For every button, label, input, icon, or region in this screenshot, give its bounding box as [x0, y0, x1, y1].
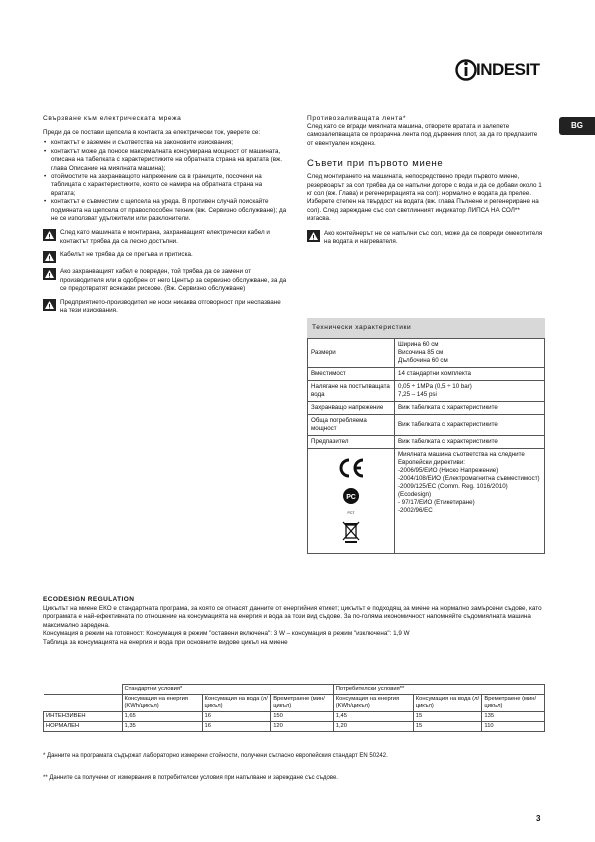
- warning-block: [43, 299, 288, 316]
- antiflood-text: След като се вгради миялната машина, отворете вратата и залепете самозалепващата се прозрачна лента под дървения плот, за да го предпазите от евентуален конденз.: [307, 123, 538, 147]
- tech-specs-title: Технически характеристики: [307, 318, 545, 338]
- first-wash-text: След монтирането на машината, непосредствено преди първото миене, резервоарът за сол трябва да се напълни догоре с вода и да се добави около 1 кг сол (вж. Глава) и регенерирацията на сол): нормално е водата да прелее. Изберете степен на твърдост на водата (вж. глава Пълнене и регенериране на сол). След зареждане със сол светлинният индикатор ЛИПСА НА СОЛ** изгасва.: [307, 173, 542, 223]
- table-cell: 1,65: [122, 712, 202, 722]
- warning-text: Ако захранващият кабел е повреден, той трябва да се замени от производителя или в одобрен от него Център за сервизно обслужване, за да се предотвратят всякакви рискове. (Вж. Сервизно обслужване): [60, 268, 287, 293]
- table-row: [44, 722, 545, 732]
- tech-specs-table: [307, 318, 545, 554]
- table-cell: 110: [482, 722, 545, 732]
- table-row: [308, 449, 545, 554]
- warning-block: [43, 251, 288, 263]
- table-cell: 16: [202, 712, 271, 722]
- warning-icon: [43, 268, 56, 280]
- list-item: • контактът е съвместим с щепсела на уреда. В противен случай поискайте подмяната на щепсела от правоспособен техник (вж. Сервизно обслужване); да не се използват удължители или разклонители.: [51, 198, 288, 223]
- section-title-first-wash: Съвети при първото миене: [307, 158, 444, 170]
- table-cell: Налягане на постъпващата вода: [308, 381, 395, 402]
- table-cell: 150: [271, 712, 334, 722]
- table-row: [308, 368, 545, 381]
- table-row: [308, 415, 545, 436]
- pct-code: PCT: [347, 511, 355, 515]
- table-header: Потребителски условия**: [333, 685, 544, 695]
- page-number: 3: [536, 814, 541, 823]
- table-header: Консумация на енергия (KWh/цикъл): [333, 695, 413, 712]
- table-row: [44, 685, 545, 695]
- ce-mark-icon: [336, 457, 366, 479]
- list-item: • контактът е заземен и съответства на законовите изисквания;: [51, 139, 288, 147]
- table-cell: 120: [271, 722, 334, 732]
- ecodesign-title: ECODESIGN REGULATION: [43, 596, 135, 603]
- footnote-standard: * Данните на програмата съдържат лабораторно измерени стойности, получени съгласно европейския стандарт EN 50242.: [43, 753, 388, 759]
- table-header: Консумация на вода (л/цикъл): [413, 695, 482, 712]
- warning-block: [307, 230, 545, 247]
- table-row: [308, 402, 545, 415]
- table-cell: 16: [202, 722, 271, 732]
- table-row: [308, 436, 545, 449]
- right-column: [307, 114, 545, 246]
- table-cell: 135: [482, 712, 545, 722]
- table-cell: 15: [413, 712, 482, 722]
- warning-block: [43, 268, 288, 293]
- warning-icon: [307, 230, 320, 242]
- ecodesign-section: [43, 596, 545, 647]
- warning-text: Предприятието-производител не носи никаква отговорност при неспазване на тези изисквания.: [60, 298, 281, 314]
- weee-bin-icon: [341, 519, 361, 543]
- list-item: • контактът може да поносе максималната консумирана мощност от машината, описана на табелката с характеристиките на обратната страна на вратата (вж. глава Описание на миялната машина);: [51, 148, 288, 173]
- table-cell: Виж табелката с характеристиките: [395, 415, 545, 436]
- warning-text: Ако контейнерът не се напълни със сол, може да се повреди омекотителя на водата и нагревателя.: [324, 229, 543, 246]
- electrical-checklist: [43, 139, 288, 223]
- electrical-intro: Преди да се постави щепсела в контакта за електрически ток, уверете се:: [43, 129, 261, 136]
- table-cell: Предпазител: [308, 436, 395, 449]
- list-item: • отоймостите на захранващото напрежение са в границите, посочени на таблицата с характеристиките, която се намира на обратната страна на вратата;: [51, 173, 288, 198]
- table-cell: Вместимост: [308, 368, 395, 381]
- table-cell: НОРМАЛЕН: [44, 722, 123, 732]
- ecodesign-standby: Консумация в режим на готовност: Консумация в режим "оставени включена": 3 W – консумация в режим "изключена": 1,9 W: [43, 630, 410, 638]
- warning-icon: [43, 251, 56, 263]
- table-cell: 0,05 ÷ 1MPa (0,5 ÷ 10 bar) 7,25 – 145 psi: [395, 381, 545, 402]
- svg-text:РС: РС: [346, 494, 356, 501]
- warning-icon: [43, 229, 56, 241]
- brand-logo-text: INDESIT: [476, 60, 540, 79]
- table-cell: 1,20: [333, 722, 413, 732]
- warning-text: След като машината е монтирана, захранващият електрически кабел и контактът трябва да са лесно достъпни.: [60, 229, 270, 245]
- warning-block: [43, 229, 288, 246]
- table-cell: Виж табелката с характеристиките: [395, 402, 545, 415]
- table-row: [308, 381, 545, 402]
- left-column: [43, 114, 288, 315]
- certification-marks: [308, 449, 395, 554]
- section-title-antiflood: Противозаливащата лента*: [307, 115, 407, 122]
- table-row: [308, 339, 545, 368]
- language-tab: BG: [559, 117, 595, 135]
- energy-consumption-table: [43, 684, 545, 732]
- pct-mark-icon: [340, 486, 362, 508]
- table-header: Стандартни условия*: [122, 685, 333, 695]
- table-row: [44, 712, 545, 722]
- energy-table-caption: Таблица за консумацията на енергия и вода при основните видове цикъл на миене: [43, 638, 288, 646]
- section-title-electrical: Свързване към електрическата мрежа: [43, 115, 182, 122]
- table-cell: Размери: [308, 339, 395, 368]
- table-cell: Ширина 60 см Височина 85 см Дълбочина 60 см: [395, 339, 545, 368]
- table-header: Консумация на вода (л/цикъл): [202, 695, 271, 712]
- table-cell: 1,45: [333, 712, 413, 722]
- warning-text: Кабелът не трябва да се прегъва и притиска.: [60, 251, 193, 259]
- table-row: [44, 695, 545, 712]
- table-header: Консумация на енергия (KWh/цикъл): [122, 695, 202, 712]
- table-header: Времетраене (мин/цикъл): [271, 695, 334, 712]
- warning-icon: [43, 299, 56, 311]
- footnote-user: ** Данните са получени от измервания в потребителски условия при напълване и зареждане със съдове.: [43, 775, 338, 781]
- table-cell: Обща погребляема мощност: [308, 415, 395, 436]
- directives-text: Миялната машина съответства на следните Европейски директиви: -2006/95/EИО (Ниско Напрежение) -2004/108/EИО (Електромагнитна съвместимост) -2009/125/EC (Comm. Reg. 1016/2010) (Ecodesign) - 97/17/EИО (Етикетиране) -2002/96/EC: [395, 449, 545, 554]
- table-cell: 1,35: [122, 722, 202, 732]
- table-cell: Виж табелката с характеристиките: [395, 436, 545, 449]
- table-header: Времетраене (мин/цикъл): [482, 695, 545, 712]
- table-cell: 15: [413, 722, 482, 732]
- table-cell: ИНТЕНЗИВЕН: [44, 712, 123, 722]
- ecodesign-para: Цикълът на миене ЕКО е стандартната програма, за която се отнасят данните от енергийния етикет; цикълът е подходящ за миене на нормално замърсени съдове, като програмата е най-ефективната по отношение на консумацията на енергия и вода за този вид съдове. За по-голяма икономичност напомняйте съдомиялната машина максимално заредена.: [43, 605, 542, 629]
- table-cell: 14 стандартни комплекта: [395, 368, 545, 381]
- indesit-logo-icon: [455, 57, 477, 81]
- table-cell: Захранващо напрежение: [308, 402, 395, 415]
